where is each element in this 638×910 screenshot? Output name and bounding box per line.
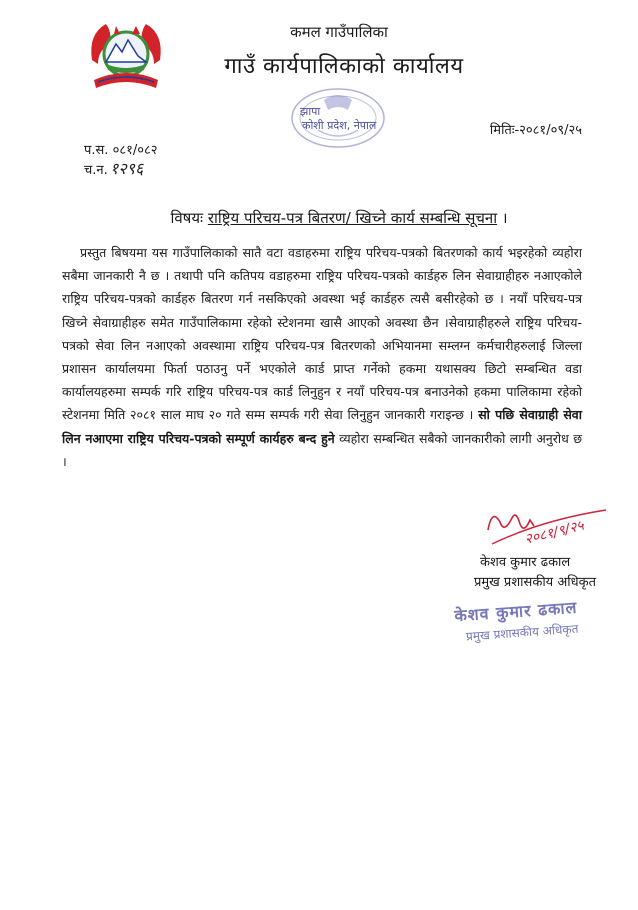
stamp-name: केशव कुमार ढकाल <box>453 597 578 626</box>
dispatch-number-value: १२९६ <box>110 159 144 178</box>
handwritten-signature-icon <box>482 500 612 556</box>
subject-line <box>0 208 638 228</box>
notice-paragraph <box>62 241 582 473</box>
body-text: प्रस्तुत बिषयमा यस गाउँपालिकाको सातै वटा वडाहरुमा राष्ट्रिय परिचय-पत्रको बितरणको कार्य भइरहेको व्यहोरा सबैमा जानकारी नै छ । तथापी पनि कतिपय वडाहरुमा राष्ट्रिय परिचय-पत्रको कार्डहरु लिन सेवाग्राहीहरु नआएकोले राष्ट्रिय परिचय-पत्रको कार्डहरु बितरण गर्न नसकिएको अवस्था भई कार्डहरु त्यसै बसीरहेको छ । नयाँ परिचय-पत्र खिच्ने सेवाग्राहीहरु समेत गाउँपालिकामा रहेको स्टेशनमा खासै आएको अवस्था छैन ।सेवाग्राहीहरुले राष्ट्रिय परिचय-पत्रको सेवा लिन नआएको अवस्थामा राष्ट्रिय परिचय-पत्र बितरणको अभियानमा सम्लग्न कर्मचारीहरुलाई जिल्ला प्रशासन कार्यालयमा फिर्ता पठाउनु पर्ने भएकोले कार्ड प्राप्त गर्नेको हकमा यथासक्य छिटो सम्बन्धित वडा कार्यालयहरुमा सम्पर्क गरि राष्ट्रिय परिचय-पत्र कार्ड लिनुहुन र नयाँ परिचय-पत्र बनाउनेको हकमा पालिकामा रहेको स्टेशनमा मिति २०८१ साल माघ २० गते सम्म सम्पर्क गरी सेवा लिनुहुन जानकारी गराइन्छ । <box>62 245 582 423</box>
subject-end: । <box>501 209 508 227</box>
body-tail-text: व्यहोरा सम्बन्धित सबैको जानकारीको लागी अनुरोध छ । <box>62 430 582 469</box>
letter-date: मितिः-२०८१/०९/२५ <box>489 123 582 138</box>
signature-date-text: २०८१/९/२५ <box>523 517 586 548</box>
signer-title: प्रमुख प्रशासकीय अधिकृत <box>474 575 597 590</box>
office-name: गाउँ कार्यपालिकाको कार्यालय <box>224 54 464 79</box>
subject-text: राष्ट्रिय परिचय-पत्र बितरण/ खिच्ने कार्य सम्बन्धि सूचना <box>207 209 498 227</box>
stamp-title: प्रमुख प्रशासकीय अधिकृत <box>465 621 579 644</box>
municipality-name: कमल गाउँपालिका <box>290 23 388 41</box>
notice-body <box>62 241 582 473</box>
signer-name: केशव कुमार ढकाल <box>480 555 571 570</box>
dispatch-number-label: च.न. <box>84 163 108 178</box>
seal-text-province: कोशी प्रदेश, नेपाल <box>302 119 377 132</box>
body-bold-text: सो पछि सेवाग्राही सेवा लिन नआएमा राष्ट्रिय परिचय-पत्रको सम्पूर्ण कार्यहरु बन्द हुने <box>62 407 582 446</box>
letter-serial-number: प.स. ०८१/०८२ <box>84 143 158 158</box>
officer-stamp <box>454 596 580 645</box>
subject-label: विषयः <box>170 209 204 227</box>
seal-text-district: झापा <box>300 105 321 118</box>
